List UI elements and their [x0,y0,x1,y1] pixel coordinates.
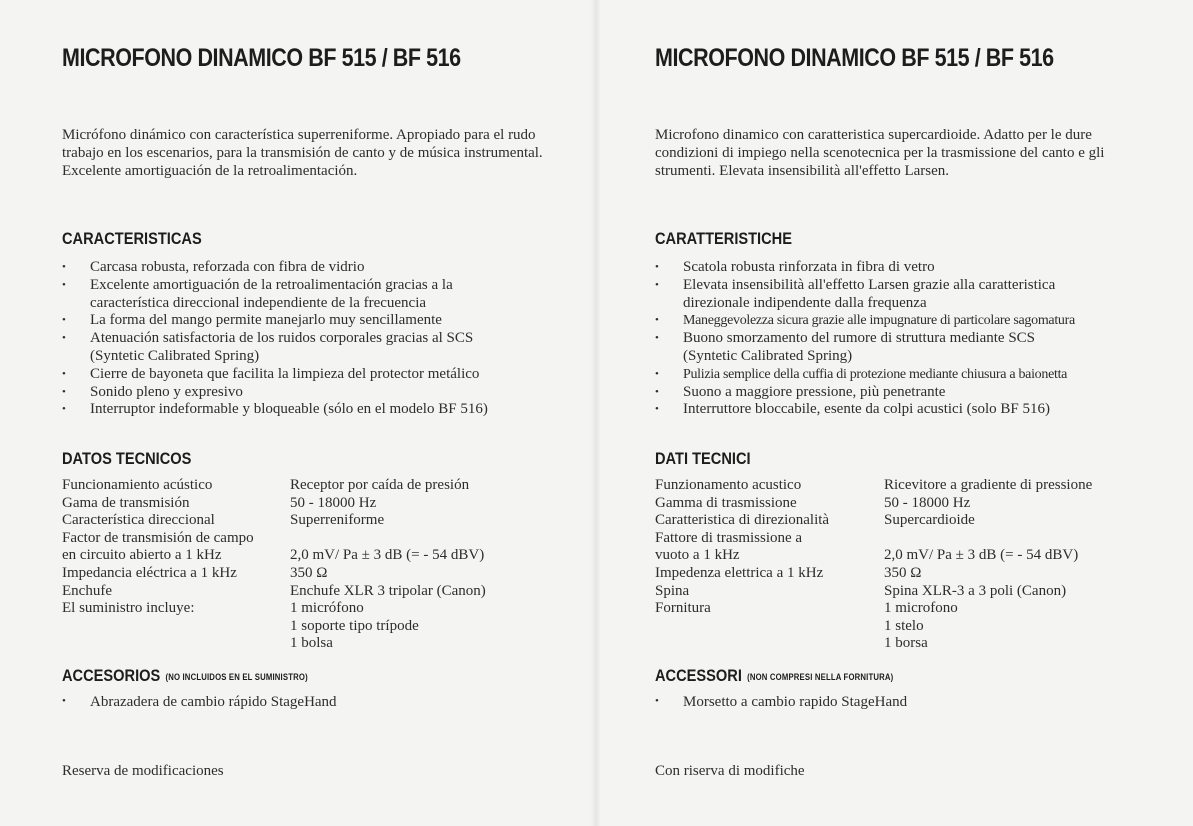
tech-data-heading: DATI TECNICI [655,449,751,468]
list-item: • Suono a maggiore pressione, più penetrante [655,384,1145,402]
list-item: • La forma del mango permite manejarlo muy sencillamente [62,312,542,330]
spec-label: Enchufe [62,582,112,599]
features-heading: CARATTERISTICHE [655,229,792,248]
list-item [62,694,337,711]
footer-note: Reserva de modificaciones [62,763,224,779]
spec-label: vuoto a 1 kHz [655,547,740,564]
tech-labels [655,477,829,618]
spec-label: en circuito abierto a 1 kHz [62,547,222,564]
spec-label: Funcionamiento acústico [62,477,213,493]
list-item: • Atenuación satisfactoria de los ruidos corporales gracias al SCS (Syntetic Calibrated Spring) [62,330,542,366]
list-item: • Cierre de bayoneta que facilita la limpieza del protector metálico [62,366,542,384]
spec-value: 350 Ω [884,564,922,581]
spec-value: 1 stelo [884,617,924,634]
spec-value: 2,0 mV/ Pa ± 3 dB (= - 54 dBV) [290,547,485,564]
tech-values [290,477,486,653]
list-item: • Interruttore bloccabile, esente da colpi acustici (solo BF 516) [655,401,1145,419]
list-item: • Maneggevolezza sicura grazie alle impugnature di particolare sagomatura [655,312,1145,330]
accessories-heading [62,666,308,686]
bullet: • [655,695,659,707]
features-list [655,259,1145,419]
footer-note: Con riserva di modifiche [655,763,805,779]
accessories-heading [655,666,893,686]
page-spanish [0,0,596,826]
spec-value: 1 borsa [884,635,928,652]
spec-label: Gama de transmisión [62,494,190,511]
list-item: • Carcasa robusta, reforzada con fibra de vidrio [62,259,542,277]
spec-label: Spina [655,582,690,599]
accessories-subtitle: (NON COMPRESI NELLA FORNITURA) [747,672,894,682]
tech-data-heading: DATOS TECNICOS [62,449,192,468]
spec-label: Impedenza elettrica a 1 kHz [655,564,824,581]
page-italian [596,0,1193,826]
spec-value: 1 microfono [884,600,958,617]
list-item: • Interruptor indeformable y bloqueable (sólo en el modelo BF 516) [62,401,542,419]
tech-labels [62,477,254,618]
list-item: • Scatola robusta rinforzata in fibra di vetro [655,259,1145,277]
spec-value: Enchufe XLR 3 tripolar (Canon) [290,582,486,599]
spec-label: Fattore di trasmissione a [655,529,803,546]
accessories-title: ACCESORIOS [62,666,161,685]
spec-label: Característica direccional [62,512,215,529]
spec-value: 1 bolsa [290,635,333,652]
list-item [655,694,907,711]
spec-label: Impedancia eléctrica a 1 kHz [62,564,237,581]
tech-values [884,477,1092,653]
spec-value: 2,0 mV/ Pa ± 3 dB (= - 54 dBV) [884,547,1079,564]
list-item: • Pulizia semplice della cuffia di protezione mediante chiusura a baionetta [655,366,1145,384]
accessory-item: Abrazadera de cambio rápido StageHand [90,694,337,710]
spec-value [884,530,1092,548]
spec-label: Fornitura [655,600,711,617]
spec-value: 50 - 18000 Hz [290,494,377,511]
intro-paragraph: Micrófono dinámico con característica superreniforme. Apropiado para el rudo trabajo en los escenarios, para la transmisión de canto y de música instrumental. Excelente amortiguación de la retroalimentación. [62,127,543,179]
list-item: • Sonido pleno y expresivo [62,384,542,402]
spec-value: Ricevitore a gradiente di pressione [884,477,1093,493]
bullet: • [62,695,66,707]
spec-label: Factor de transmisión de campo [62,529,254,546]
spec-value: Supercardioide [884,512,975,529]
spec-value: Receptor por caída de presión [290,477,470,493]
spec-value: 350 Ω [290,564,328,581]
spec-value [290,530,486,548]
accessories-subtitle: (NO INCLUIDOS EN EL SUMINISTRO) [165,672,308,682]
spec-value: 1 micrófono [290,600,364,617]
spec-label: Funzionamento acustico [655,477,802,493]
accessories-title: ACCESSORI [655,666,742,685]
features-heading: CARACTERISTICAS [62,229,202,248]
intro-paragraph: Microfono dinamico con caratteristica supercardioide. Adatto per le dure condizioni di impiego nella scenotecnica per la trasmissione del canto e gli strumenti. Elevata insensibilità all'effetto Larsen. [655,127,1105,179]
spec-label: Caratteristica di direzionalità [655,512,830,529]
page-title: MICROFONO DINAMICO BF 515 / BF 516 [62,44,461,72]
spec-label: Gamma di trasmissione [655,494,797,511]
spec-label: El suministro incluye: [62,600,195,617]
features-list [62,259,542,419]
spec-value: Superreniforme [290,512,385,529]
spec-value: Spina XLR-3 a 3 poli (Canon) [884,582,1067,599]
list-item: • Buono smorzamento del rumore di struttura mediante SCS (Syntetic Calibrated Spring) [655,330,1145,366]
accessory-item: Morsetto a cambio rapido StageHand [683,694,908,710]
spec-value: 1 soporte tipo trípode [290,617,419,634]
list-item: • Elevata insensibilità all'effetto Larsen grazie alla caratteristica direzionale indipendente dalla frequenza [655,277,1145,313]
list-item: • Excelente amortiguación de la retroalimentación gracias a la característica direccional independiente de la frecuencia [62,277,542,313]
spec-value: 50 - 18000 Hz [884,494,971,511]
page-title: MICROFONO DINAMICO BF 515 / BF 516 [655,44,1054,72]
